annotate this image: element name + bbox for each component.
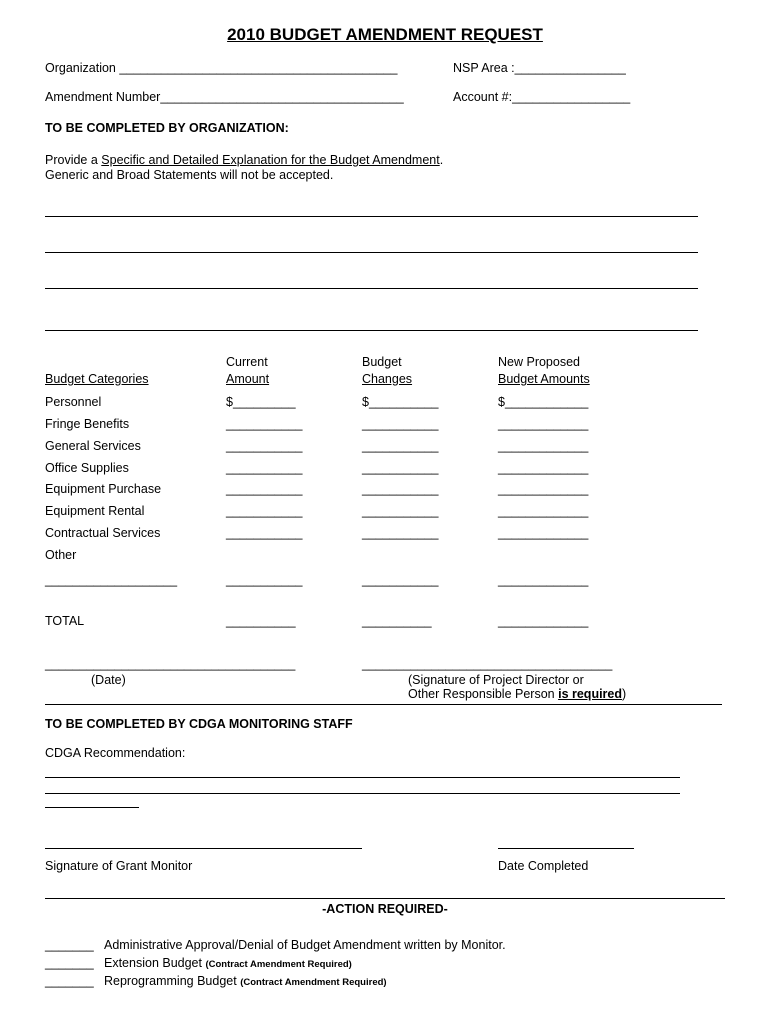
grant-monitor-signature-label: Signature of Grant Monitor [45, 859, 193, 873]
total-current-field[interactable]: __________ [226, 614, 296, 628]
date-completed-line[interactable] [498, 848, 634, 849]
amendment-number-field[interactable]: Amendment Number___________________________________ [45, 90, 404, 104]
recommendation-line[interactable] [45, 807, 139, 808]
explanation-line[interactable] [45, 330, 698, 331]
header-budget-amounts: Budget Amounts [498, 372, 590, 386]
current-amount-field[interactable]: ___________ [226, 439, 303, 453]
current-amount-field[interactable]: ___________ [226, 461, 303, 475]
header-current-amount: Amount [226, 372, 270, 386]
signature-note-suffix: ) [622, 687, 627, 701]
category-label: Fringe Benefits [45, 417, 130, 431]
proposed-amount-field[interactable]: _____________ [498, 504, 589, 518]
nsp-area-field[interactable]: NSP Area :________________ [453, 61, 626, 75]
category-label: Equipment Rental [45, 504, 145, 518]
date-completed-label: Date Completed [498, 859, 589, 873]
account-number-field[interactable]: Account #:_________________ [453, 90, 631, 104]
action-item-text: Administrative Approval/Denial of Budget Amendment written by Monitor. [104, 938, 506, 952]
header-proposed: New Proposed [498, 355, 580, 369]
action-checkbox-line[interactable]: _______ [45, 974, 94, 988]
header-budget-changes: Changes [362, 372, 413, 386]
action-checkbox-line[interactable]: _______ [45, 938, 94, 952]
proposed-amount-field[interactable]: _____________ [498, 461, 589, 475]
recommendation-line[interactable] [45, 793, 680, 794]
explanation-note: Generic and Broad Statements will not be accepted. [45, 168, 334, 182]
signature-required-emphasis: is required [558, 687, 623, 701]
instruction-suffix: . [439, 153, 444, 167]
category-label: Contractual Services [45, 526, 161, 540]
instruction-emphasis: Specific and Detailed Explanation for the Budget Amendment [101, 153, 440, 167]
budget-change-field[interactable]: ___________ [362, 439, 439, 453]
section-divider [45, 704, 722, 705]
category-label: Equipment Purchase [45, 482, 162, 496]
proposed-amount-field[interactable]: _____________ [498, 417, 589, 431]
current-amount-field[interactable]: ___________ [226, 482, 303, 496]
budget-change-field[interactable]: $__________ [362, 395, 439, 409]
date-signature-line[interactable]: ____________________________________ [45, 657, 296, 671]
current-amount-field[interactable]: ___________ [226, 417, 303, 431]
action-item-note: (Contract Amendment Required) [205, 959, 352, 970]
header-current: Current [226, 355, 268, 369]
instruction-prefix: Provide a [45, 153, 102, 167]
action-checkbox-line[interactable]: _______ [45, 956, 94, 970]
director-signature-label: (Signature of Project Director or [408, 673, 584, 687]
budget-change-field[interactable]: ___________ [362, 573, 439, 587]
director-signature-line[interactable]: ____________________________________ [362, 657, 613, 671]
director-signature-note [408, 687, 626, 701]
date-label: (Date) [91, 673, 126, 687]
page-title: 2010 BUDGET AMENDMENT REQUEST [227, 25, 543, 44]
section-divider [45, 898, 725, 899]
total-change-field[interactable]: __________ [362, 614, 432, 628]
action-required-heading: -ACTION REQUIRED- [322, 902, 448, 916]
budget-change-field[interactable]: ___________ [362, 417, 439, 431]
budget-change-field[interactable]: ___________ [362, 461, 439, 475]
current-amount-field[interactable]: ___________ [226, 573, 303, 587]
org-section-heading: TO BE COMPLETED BY ORGANIZATION: [45, 121, 289, 135]
explanation-line[interactable] [45, 288, 698, 289]
proposed-amount-field[interactable]: _____________ [498, 573, 589, 587]
explanation-line[interactable] [45, 252, 698, 253]
category-label: Office Supplies [45, 461, 129, 475]
cdga-section-heading: TO BE COMPLETED BY CDGA MONITORING STAFF [45, 717, 353, 731]
other-category-field[interactable]: ___________________ [45, 573, 178, 587]
budget-change-field[interactable]: ___________ [362, 504, 439, 518]
signature-note-prefix: Other Responsible Person [408, 687, 559, 701]
proposed-amount-field[interactable]: _____________ [498, 526, 589, 540]
header-categories: Budget Categories [45, 372, 149, 386]
proposed-amount-field[interactable]: _____________ [498, 439, 589, 453]
action-item-text [104, 956, 352, 971]
action-item-label: Reprogramming Budget [104, 974, 241, 988]
budget-change-field[interactable]: ___________ [362, 482, 439, 496]
current-amount-field[interactable]: ___________ [226, 526, 303, 540]
explanation-line[interactable] [45, 216, 698, 217]
current-amount-field[interactable]: ___________ [226, 504, 303, 518]
category-label: Personnel [45, 395, 102, 409]
current-amount-field[interactable]: $_________ [226, 395, 296, 409]
action-item-text [104, 974, 387, 989]
action-item-label: Extension Budget [104, 956, 206, 970]
recommendation-line[interactable] [45, 777, 680, 778]
proposed-amount-field[interactable]: _____________ [498, 482, 589, 496]
proposed-amount-field[interactable]: $____________ [498, 395, 589, 409]
budget-change-field[interactable]: ___________ [362, 526, 439, 540]
total-label: TOTAL [45, 614, 85, 628]
header-changes: Budget [362, 355, 402, 369]
cdga-recommendation-label: CDGA Recommendation: [45, 746, 186, 760]
grant-monitor-signature-line[interactable] [45, 848, 362, 849]
action-item-note: (Contract Amendment Required) [240, 977, 387, 988]
category-label: General Services [45, 439, 141, 453]
category-label: Other [45, 548, 77, 562]
total-proposed-field[interactable]: _____________ [498, 614, 589, 628]
explanation-instruction [45, 153, 443, 167]
organization-field[interactable]: Organization ________________________________________ [45, 61, 398, 75]
